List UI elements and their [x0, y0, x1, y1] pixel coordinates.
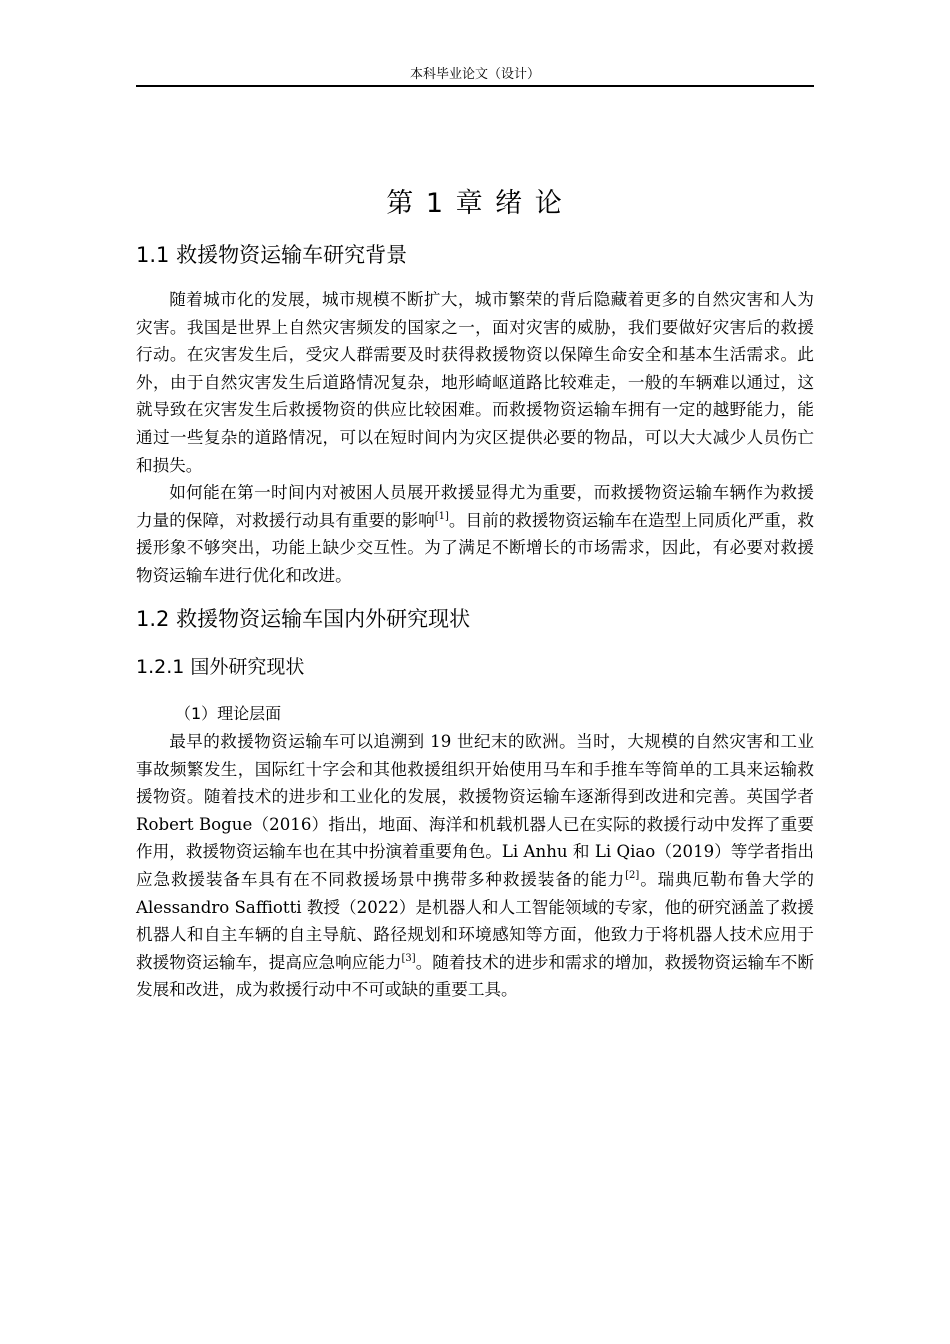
section-heading-1-2-1: 1.2.1 国外研究现状 — [136, 656, 305, 678]
citation-3: [3] — [401, 952, 416, 964]
subheading-theory: （1）理论层面 — [175, 704, 282, 723]
section-heading-1-1: 1.1 救援物资运输车研究背景 — [136, 243, 408, 267]
paragraph-text: 。目前的救援物资运输车在造型上同质化严重，救援形象不够突出，功能上缺少交互性。为了满足不断增长的市场需求，因此，有必要对救援物资运输车进行优化和改进。 — [136, 510, 815, 585]
page-header: 本科毕业论文（设计） — [409, 67, 540, 82]
paragraph-text: 。随着技术的进步和需求的增加，救援物资运输车不断发展和改进，成为救援行动中不可或缺的重要工具。 — [136, 952, 814, 1000]
citation-1: [1] — [434, 510, 449, 522]
paragraph-text: 最早的救援物资运输车可以追溯到 19 世纪末的欧洲。当时，大规模的自然灾害和工业事故频繁发生，国际红十字会和其他救援组织开始使用马车和手推车等简单的工具来运输救援物资。随着技术的进步和工业化的发展，救援物资运输车逐渐得到改进和完善。英国学者 Robert Bogue（2016）指出，地面、海洋和机载机器人已在实际的救援行动中发挥了重要作用，救援物资运输车也在其中扮演着重要角色。Li Anhu 和 Li Qiao（2019）等学者指出应急救援装备车具有在不同救援场景中携带多种救援装备的能力 — [136, 732, 814, 889]
header-rule — [136, 85, 814, 87]
background-paragraph-1 — [136, 286, 814, 479]
background-paragraph-2 — [136, 479, 814, 589]
foreign-research-paragraph — [136, 728, 814, 1004]
paragraph-text: 随着城市化的发展，城市规模不断扩大，城市繁荣的背后隐藏着更多的自然灾害和人为灾害。我国是世界上自然灾害频发的国家之一，面对灾害的威胁，我们要做好灾害后的救援行动。在灾害发生后，受灾人群需要及时获得救援物资以保障生命安全和基本生活需求。此外，由于自然灾害发生后道路情况复杂，地形崎岖道路比较难走，一般的车辆难以通过，这就导致在灾害发生后救援物资的供应比较困难。而救援物资运输车拥有一定的越野能力，能通过一些复杂的道路情况，可以在短时间内为灾区提供必要的物品，可以大大减少人员伤亡和损失。 — [136, 290, 814, 475]
citation-2: [2] — [625, 869, 640, 881]
paragraph-text: 如何能在第一时间内对被困人员展开救援显得尤为重要，而救援物资运输车辆作为救援力量的保障，对救援行动具有重要的影响 — [136, 483, 814, 530]
chapter-title: 第 1 章 绪 论 — [386, 188, 564, 219]
paragraph-text: 。瑞典厄勒布鲁大学的 Alessandro Saffiotti 教授（2022）是机器人和人工智能领域的专家，他的研究涵盖了救援机器人和自主车辆的自主导航、路径规划和环境感知等方面，他致力于将机器人技术应用于救援物资运输车，提高应急响应能力 — [136, 869, 815, 972]
section-heading-1-2: 1.2 救援物资运输车国内外研究现状 — [136, 607, 471, 631]
